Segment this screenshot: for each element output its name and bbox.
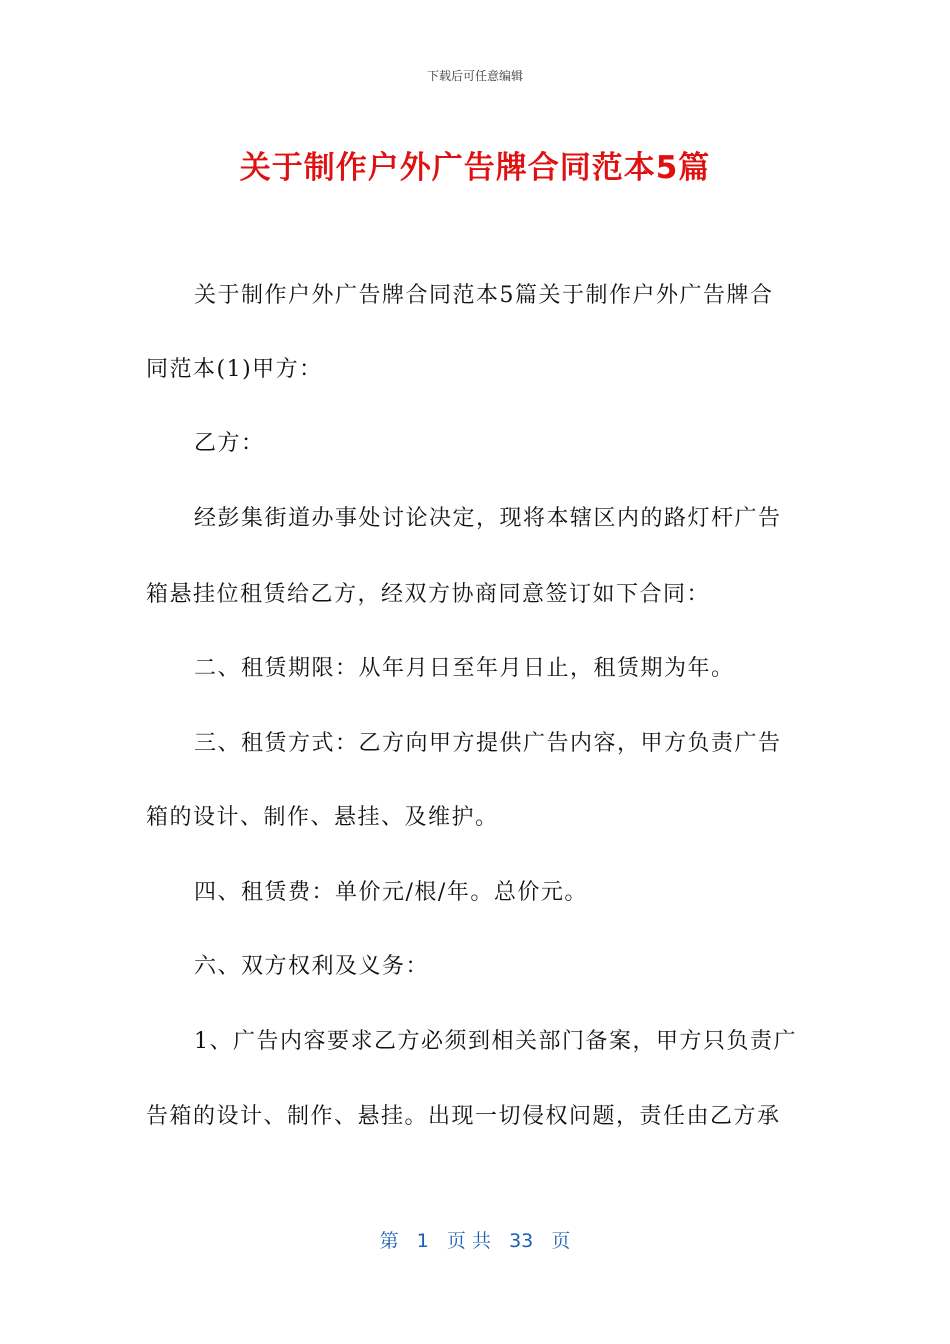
paragraph-line-12: 告箱的设计、制作、悬挂。出现一切侵权问题，责任由乙方承 [146, 1104, 781, 1129]
footer-total-pages: 33 [509, 1230, 534, 1252]
paragraph-line-3: 乙方： [194, 431, 265, 456]
paragraph-line-6: 二、租赁期限：从年月日至年月日止，租赁期为年。 [194, 656, 735, 681]
paragraph-line-4: 经彭集街道办事处讨论决定，现将本辖区内的路灯杆广告 [194, 506, 782, 531]
paragraph-line-7: 三、租赁方式：乙方向甲方提供广告内容，甲方负责广告 [194, 731, 782, 756]
paragraph-line-2: 同范本(1)甲方： [146, 357, 323, 382]
document-title: 关于制作户外广告牌合同范本5篇 [239, 150, 711, 186]
footer-label-end: 页 [551, 1230, 571, 1252]
page-footer [0, 1226, 950, 1253]
footer-label-page: 第 [379, 1230, 399, 1252]
paragraph-line-1: 关于制作户外广告牌合同范本5篇关于制作户外广告牌合 [194, 283, 774, 308]
footer-label-total: 页 共 [446, 1230, 491, 1252]
footer-current-page: 1 [416, 1230, 429, 1252]
paragraph-line-10: 六、双方权利及义务： [194, 954, 430, 979]
paragraph-line-9: 四、租赁费：单价元/根/年。总价元。 [194, 880, 588, 905]
paragraph-line-11: 1、广告内容要求乙方必须到相关部门备案，甲方只负责广 [194, 1029, 797, 1054]
paragraph-line-5: 箱悬挂位租赁给乙方，经双方协商同意签订如下合同： [146, 582, 711, 607]
header-note: 下载后可任意编辑 [426, 69, 523, 83]
paragraph-line-8: 箱的设计、制作、悬挂、及维护。 [146, 805, 499, 830]
